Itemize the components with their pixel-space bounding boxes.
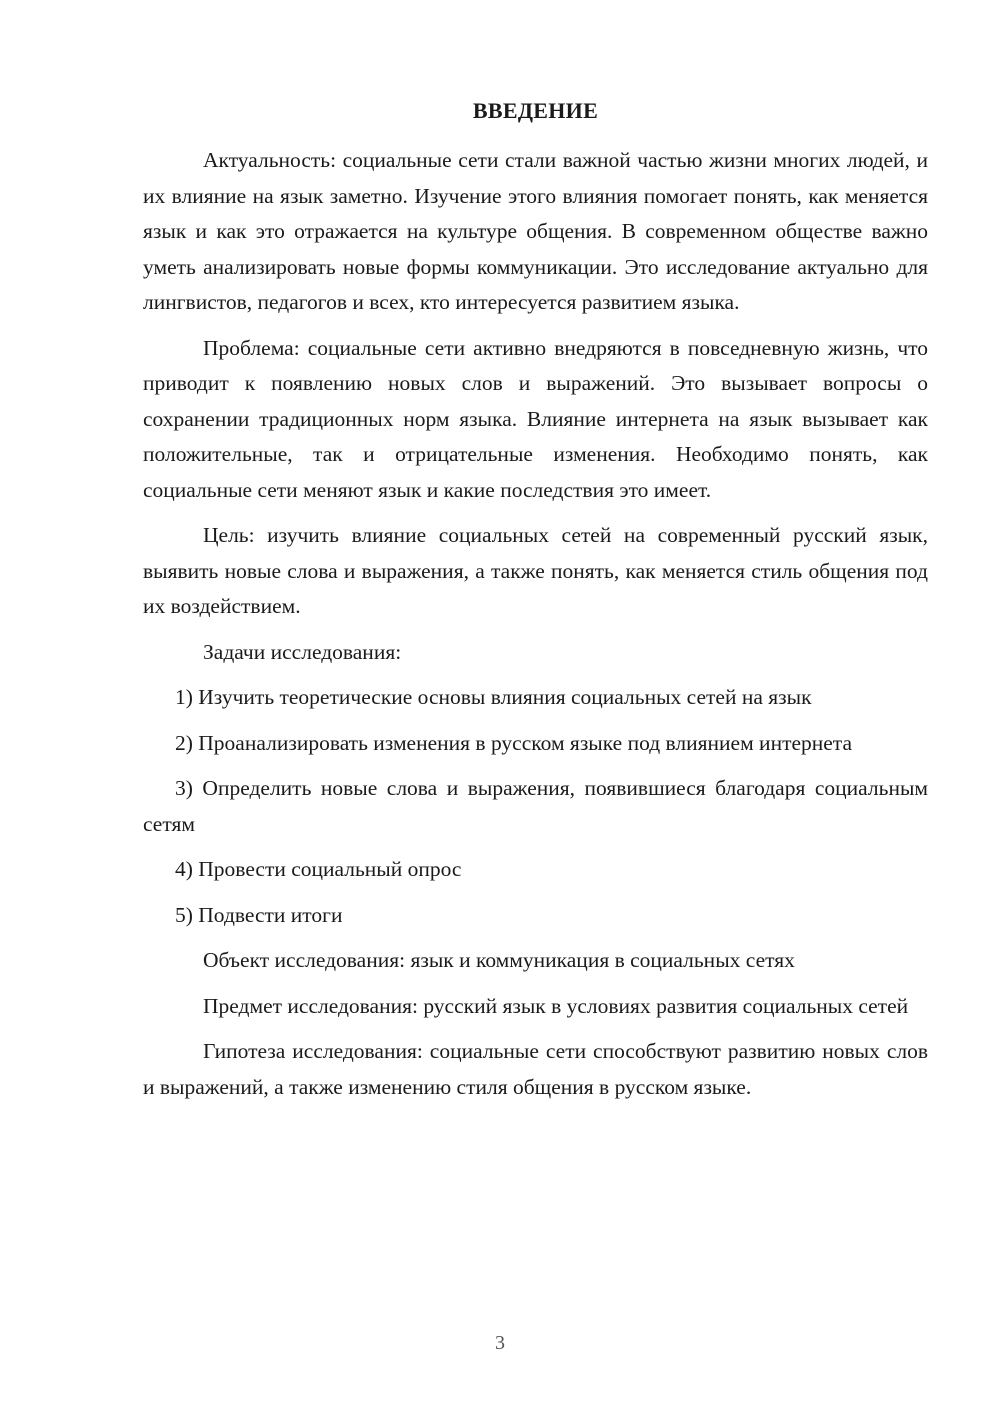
task-item-1: 1) Изучить теоретические основы влияния социальных сетей на язык bbox=[175, 685, 812, 709]
paragraph-problem: Проблема: социальные сети активно внедряются в повседневную жизнь, что приводит к появлению новых слов и выражений. Это вызывает вопросы о сохранении традиционных норм языка. Влияние интернета на язык вызывает как положительные, так и отрицательные изменения. Необходимо понять, как социальные сети меняют язык и какие последствия это имеет. bbox=[143, 335, 928, 502]
page-number: 3 bbox=[495, 1332, 505, 1354]
page-title: ВВЕДЕНИЕ bbox=[472, 98, 599, 123]
paragraph-object: Объект исследования: язык и коммуникация в социальных сетях bbox=[203, 948, 795, 972]
tasks-heading: Задачи исследования: bbox=[203, 639, 402, 664]
paragraph-goal: Цель: изучить влияние социальных сетей на современный русский язык, выявить новые слова и выражения, а также понять, как меняется стиль общения под их воздействием. bbox=[143, 523, 928, 618]
task-item-5: 5) Подвести итоги bbox=[175, 902, 343, 927]
paragraph-relevance: Актуальность: социальные сети стали важной частью жизни многих людей, и их влияние на язык заметно. Изучение этого влияния помогает понять, как меняется язык и как это отражается на культуре общения. В современном обществе важно уметь анализировать новые формы коммуникации. Это исследование актуально для лингвистов, педагогов и всех, кто интересуется развитием языка. bbox=[143, 148, 928, 314]
task-item-3: 3) Определить новые слова и выражения, появившиеся благодаря социальным сетям bbox=[143, 776, 928, 836]
paragraph-subject: Предмет исследования: русский язык в условиях развития социальных сетей bbox=[203, 993, 909, 1018]
document-page bbox=[143, 96, 928, 1105]
task-item-4: 4) Провести социальный опрос bbox=[175, 857, 462, 881]
task-item-2: 2) Проанализировать изменения в русском языке под влиянием интернета bbox=[175, 730, 853, 755]
paragraph-hypothesis: Гипотеза исследования: социальные сети способствуют развитию новых слов и выражений, а также изменению стиля общения в русском языке. bbox=[143, 1039, 928, 1099]
